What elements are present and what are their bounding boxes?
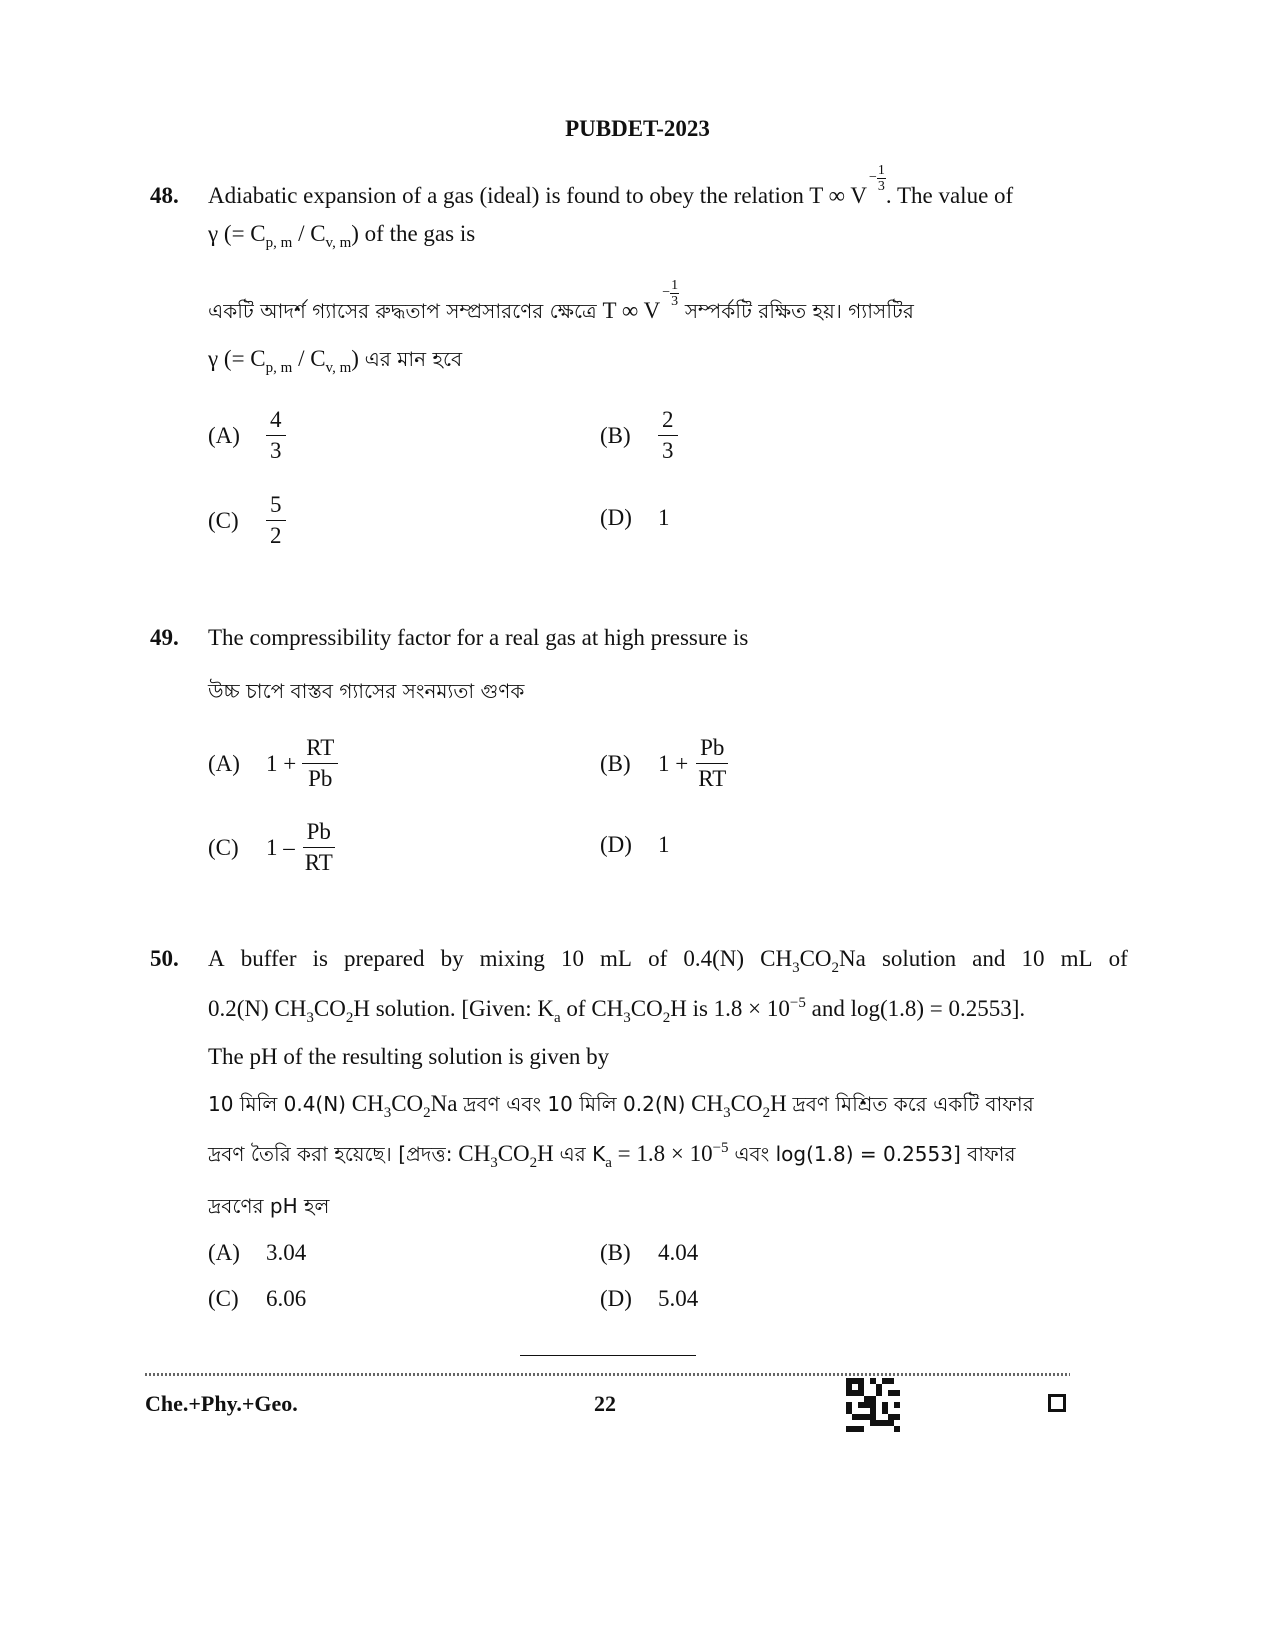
option-c[interactable]: (C) $\frac{5}{2}$ <box>208 490 286 551</box>
fraction: $\frac{4}{3}$ <box>266 405 286 466</box>
question-number: 50. <box>150 946 179 971</box>
option-a[interactable]: (A) 3.04 <box>208 1240 307 1265</box>
page-header-title: PUBDET-2023 <box>565 116 710 141</box>
option-c[interactable]: (C) 6.06 <box>208 1286 307 1311</box>
q48-en-line2: γ (= $C_{p, m} / C_{v, m}$) of the gas is <box>208 221 476 251</box>
q48-bn-line2: γ (= $C_{p, m} / C_{v, m}$) এর মান হবে <box>208 346 463 376</box>
option-d[interactable]: (D) 1 <box>600 505 670 530</box>
footer-subject: Che.+Phy.+Geo. <box>145 1391 298 1416</box>
option-a[interactable]: (A) 1 + $\frac{RT}{Pb}$ <box>208 733 338 794</box>
question-number: 48. <box>150 183 179 208</box>
q49-bn-text: উচ্চ চাপে বাস্তব গ্যাসের সংনম্যতা গুণক <box>208 679 525 703</box>
q50-bn-line2: দ্রবণ তৈরি করা হয়েছে। [প্রদত্ত: $CH_3CO_2H$ এর $K_a = 1.8 \times 10^{-5}$ এবং log(1.8) = 0.2553] বাফার <box>208 1140 1016 1171</box>
page-number: 22 <box>594 1391 616 1416</box>
square-marker-icon <box>1048 1394 1066 1412</box>
q49-en-text: The compressibility factor for a real gas at high pressure is <box>208 625 749 650</box>
option-b[interactable]: (B) 1 + $\frac{Pb}{RT}$ <box>600 733 730 794</box>
question-number: 49. <box>150 625 179 650</box>
option-a[interactable]: (A) $\frac{4}{3}$ <box>208 405 286 466</box>
end-rule-divider <box>520 1355 696 1356</box>
q50-bn-line1: 10 মিলি 0.4(N) $CH_3CO_2Na$ দ্রবণ এবং 10 মিলি 0.2(N) $CH_3CO_2H$ দ্রবণ মিশ্রিত করে একটি বাফার <box>208 1091 1034 1121</box>
qr-code-icon <box>846 1378 900 1432</box>
option-b[interactable]: (B) $\frac{2}{3}$ <box>600 405 678 466</box>
fraction: $\frac{Pb}{RT}$ <box>694 733 730 794</box>
q50-en-line2: 0.2(N) $CH_3CO_2H$ solution. [Given: $K_a$ of $CH_3CO_2H$ is $1.8 \times 10^{-5}$ and log(1.8) = 0.2553]. <box>208 995 1026 1026</box>
option-b[interactable]: (B) 4.04 <box>600 1240 699 1265</box>
option-c[interactable]: (C) 1 – $\frac{Pb}{RT}$ <box>208 817 337 878</box>
q50-en-line3: The pH of the resulting solution is given by <box>208 1044 610 1069</box>
q50-en-line1: A buffer is prepared by mixing 10 mL of 0.4(N) $CH_3CO_2Na$ solution and 10 mL of <box>208 946 1128 976</box>
fraction: $\frac{2}{3}$ <box>658 405 678 466</box>
fraction: $\frac{Pb}{RT}$ <box>301 817 337 878</box>
option-d[interactable]: (D) 1 <box>600 832 670 857</box>
confidential-watermark-line <box>145 1373 1070 1376</box>
q48-bn-line1: একটি আদর্শ গ্যাসের রুদ্ধতাপ সম্প্রসারণের ক্ষেত্রে T ∞ V − $\frac{1}{3}$ সম্পর্কটি রক্ষিত হয়। গ্যাসটির <box>208 277 914 323</box>
fraction: $\frac{5}{2}$ <box>266 490 286 551</box>
fraction: $\frac{RT}{Pb}$ <box>302 733 338 794</box>
q48-exponent: − $\frac{1}{3}$ <box>868 162 885 194</box>
option-d[interactable]: (D) 5.04 <box>600 1286 699 1311</box>
q50-bn-line3: দ্রবণের pH হল <box>208 1194 330 1218</box>
q48-en-line1: Adiabatic expansion of a gas (ideal) is found to obey the relation T ∞ V − $\frac{1}{3}$ . The value of <box>208 162 1014 208</box>
